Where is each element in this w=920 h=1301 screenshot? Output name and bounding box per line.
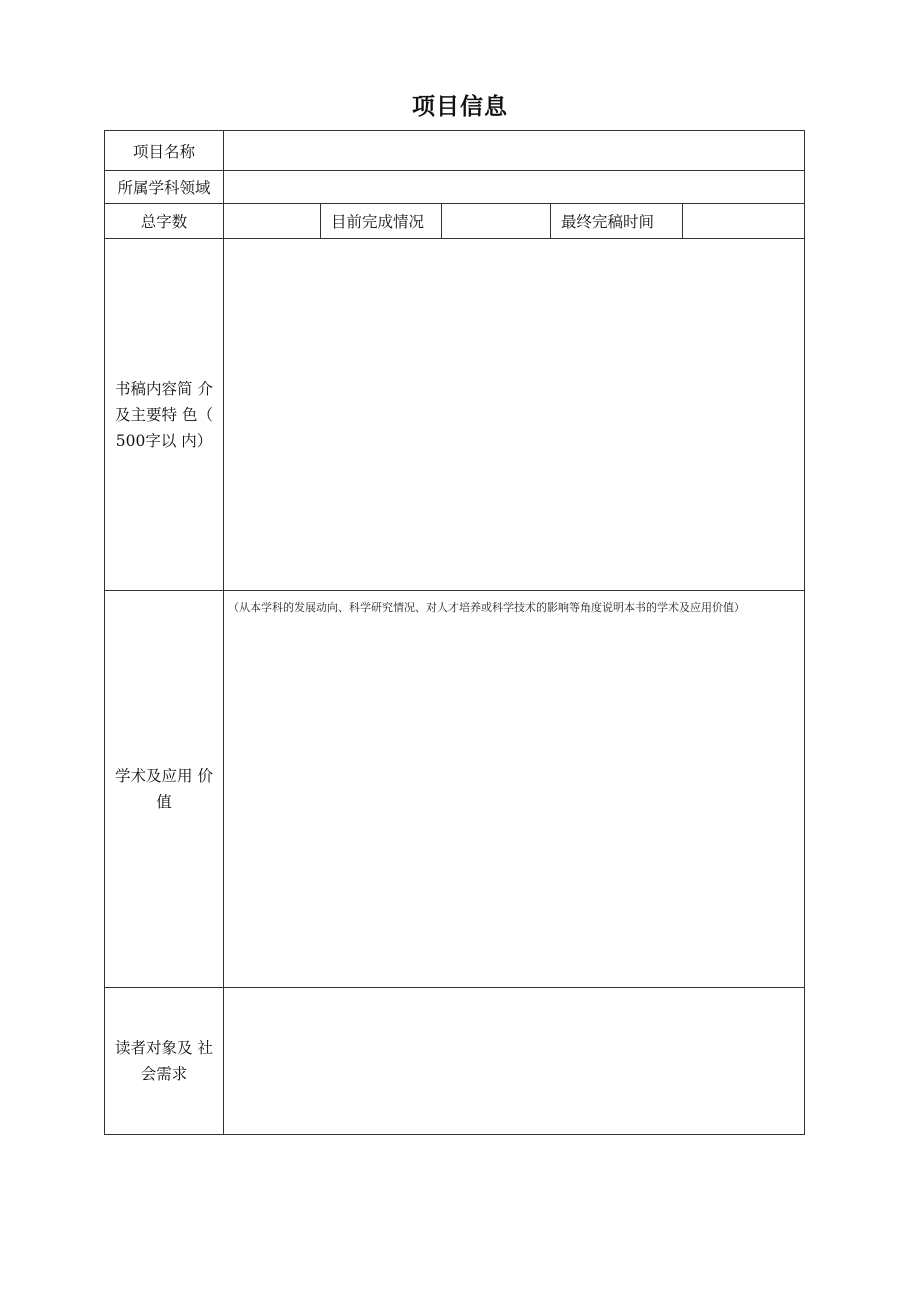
- readers-field[interactable]: [224, 988, 805, 1135]
- readers-label: [105, 988, 224, 1135]
- academic-value-hint: （从本学科的发展动向、科学研究情况、对人才培养或科学技术的影响等角度说明本书的学术及应用价值）: [228, 601, 745, 614]
- project-name-label: 项目名称: [105, 131, 224, 171]
- academic-value-field[interactable]: [224, 591, 805, 988]
- summary-field[interactable]: [224, 239, 805, 591]
- page-title: 项目信息: [412, 94, 508, 120]
- progress-label: 目前完成情况: [321, 204, 442, 239]
- summary-label-line1: 书稿内容简 介: [115, 379, 213, 398]
- project-info-table: [104, 130, 805, 1135]
- word-count-field[interactable]: [224, 204, 321, 239]
- discipline-field[interactable]: [224, 171, 805, 204]
- academic-value-label: [105, 591, 224, 988]
- row-readers: [105, 988, 805, 1135]
- academic-value-label-line2: 值: [156, 793, 172, 811]
- final-time-label: 最终完稿时间: [551, 204, 683, 239]
- row-discipline: [105, 171, 805, 204]
- summary-label-line2: 及主要特 色（: [115, 405, 213, 424]
- readers-label-line2: 会需求: [140, 1065, 188, 1083]
- academic-value-label-line1: 学术及应用 价: [115, 767, 213, 785]
- readers-label-line1: 读者对象及 社: [115, 1039, 213, 1057]
- summary-label-line3: 500字以 内）: [115, 431, 213, 450]
- progress-field[interactable]: [442, 204, 551, 239]
- final-time-field[interactable]: [683, 204, 805, 239]
- row-summary: [105, 239, 805, 591]
- discipline-label: 所属学科领域: [105, 171, 224, 204]
- summary-label: [105, 239, 224, 591]
- row-project-name: [105, 131, 805, 171]
- project-name-field[interactable]: [224, 131, 805, 171]
- word-count-label: 总字数: [105, 204, 224, 239]
- row-academic-value: [105, 591, 805, 988]
- row-stats: [105, 204, 805, 239]
